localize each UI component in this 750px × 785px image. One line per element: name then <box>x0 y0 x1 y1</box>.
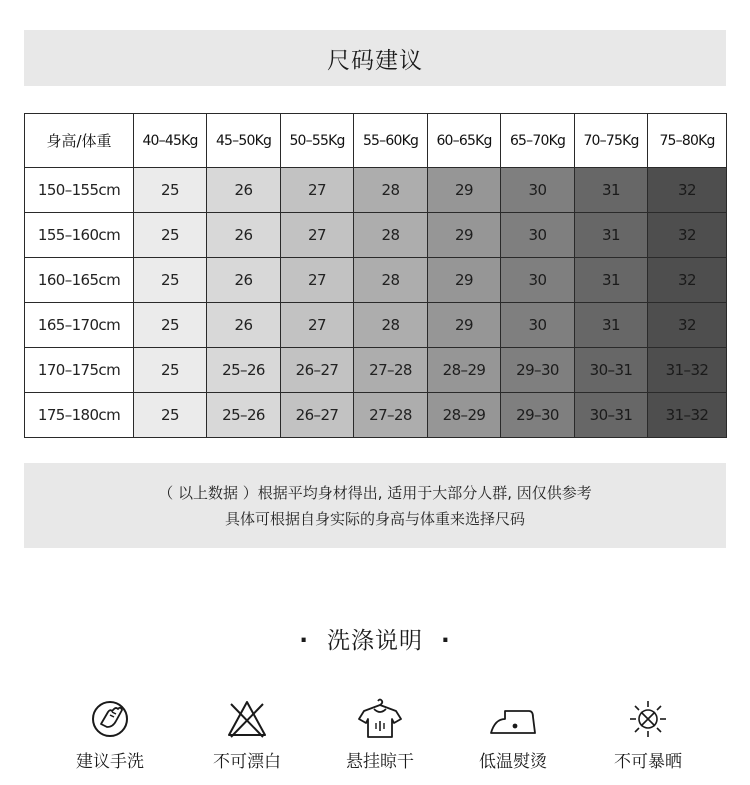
care-item-no-sun <box>593 697 703 772</box>
weight-column-header: 70–75Kg <box>575 114 648 168</box>
size-cell: 27 <box>281 258 354 303</box>
size-cell: 29 <box>428 168 501 213</box>
no-sun-icon <box>626 697 670 741</box>
size-cell: 30–31 <box>575 393 648 438</box>
size-cell: 32 <box>648 258 727 303</box>
size-cell: 31–32 <box>648 348 727 393</box>
weight-column-header: 75–80Kg <box>648 114 727 168</box>
size-cell: 25 <box>134 168 207 213</box>
height-row-header: 155–160cm <box>25 213 134 258</box>
size-cell: 31 <box>575 168 648 213</box>
size-cell: 25 <box>134 258 207 303</box>
size-cell: 27–28 <box>354 348 428 393</box>
care-item-no-bleach <box>192 697 302 772</box>
table-row <box>25 393 727 438</box>
table-row <box>25 348 727 393</box>
size-cell: 27 <box>281 168 354 213</box>
size-cell: 27 <box>281 213 354 258</box>
care-label: 低温熨烫 <box>479 752 547 772</box>
corner-header: 身高/体重 <box>25 114 134 168</box>
size-cell: 25 <box>134 213 207 258</box>
title-dot-right: · <box>441 628 451 654</box>
size-cell: 25–26 <box>207 393 281 438</box>
size-cell: 28 <box>354 213 428 258</box>
care-label: 不可暴晒 <box>614 752 682 772</box>
size-cell: 30 <box>501 258 575 303</box>
size-cell: 31 <box>575 213 648 258</box>
size-cell: 30 <box>501 303 575 348</box>
weight-column-header: 50–55Kg <box>281 114 354 168</box>
low-iron-icon <box>485 697 541 741</box>
size-cell: 30 <box>501 213 575 258</box>
size-cell: 25 <box>134 348 207 393</box>
size-cell: 26–27 <box>281 393 354 438</box>
size-cell: 27–28 <box>354 393 428 438</box>
size-cell: 25 <box>134 303 207 348</box>
size-cell: 29 <box>428 213 501 258</box>
size-cell: 29 <box>428 258 501 303</box>
size-cell: 32 <box>648 303 727 348</box>
size-cell: 26 <box>207 258 281 303</box>
note-line-2: 具体可根据自身实际的身高与体重来选择尺码 <box>224 509 525 528</box>
size-cell: 30–31 <box>575 348 648 393</box>
size-cell: 26 <box>207 213 281 258</box>
title-dot-left: · <box>299 628 309 654</box>
wash-title-text: 洗涤说明 <box>327 628 423 654</box>
size-cell: 30 <box>501 168 575 213</box>
size-cell: 29–30 <box>501 348 575 393</box>
height-row-header: 160–165cm <box>25 258 134 303</box>
hand-wash-icon <box>88 697 132 741</box>
care-label: 建议手洗 <box>76 752 144 772</box>
size-cell: 29–30 <box>501 393 575 438</box>
size-cell: 31 <box>575 303 648 348</box>
size-cell: 26–27 <box>281 348 354 393</box>
size-note <box>24 463 726 548</box>
table-row <box>25 213 727 258</box>
care-label: 不可漂白 <box>213 752 281 772</box>
size-cell: 28–29 <box>428 393 501 438</box>
size-guide-header <box>24 30 726 86</box>
size-cell: 26 <box>207 168 281 213</box>
hang-dry-icon <box>356 697 404 741</box>
size-cell: 31 <box>575 258 648 303</box>
table-row <box>25 303 727 348</box>
size-cell: 28 <box>354 168 428 213</box>
size-cell: 25 <box>134 393 207 438</box>
care-item-low-iron <box>458 697 568 772</box>
care-label: 悬挂晾干 <box>346 752 414 772</box>
size-cell: 29 <box>428 303 501 348</box>
weight-column-header: 65–70Kg <box>501 114 575 168</box>
size-cell: 27 <box>281 303 354 348</box>
weight-column-header: 40–45Kg <box>134 114 207 168</box>
height-row-header: 175–180cm <box>25 393 134 438</box>
weight-column-header: 55–60Kg <box>354 114 428 168</box>
size-cell: 26 <box>207 303 281 348</box>
height-row-header: 170–175cm <box>25 348 134 393</box>
size-cell: 31–32 <box>648 393 727 438</box>
no-bleach-icon <box>225 697 269 741</box>
note-line-1: （ 以上数据 ）根据平均身材得出, 适用于大部分人群, 因仅供参考 <box>158 483 592 502</box>
wash-instructions-title <box>0 622 750 655</box>
size-cell: 28 <box>354 258 428 303</box>
care-item-hand-wash <box>55 697 165 772</box>
size-cell: 32 <box>648 213 727 258</box>
size-chart-table <box>24 113 727 438</box>
weight-column-header: 45–50Kg <box>207 114 281 168</box>
size-cell: 25–26 <box>207 348 281 393</box>
height-row-header: 165–170cm <box>25 303 134 348</box>
table-header-row <box>25 114 727 168</box>
height-row-header: 150–155cm <box>25 168 134 213</box>
care-item-hang-dry <box>325 697 435 772</box>
page-title: 尺码建议 <box>327 47 423 74</box>
size-cell: 32 <box>648 168 727 213</box>
size-cell: 28 <box>354 303 428 348</box>
size-cell: 28–29 <box>428 348 501 393</box>
weight-column-header: 60–65Kg <box>428 114 501 168</box>
table-row <box>25 168 727 213</box>
table-row <box>25 258 727 303</box>
